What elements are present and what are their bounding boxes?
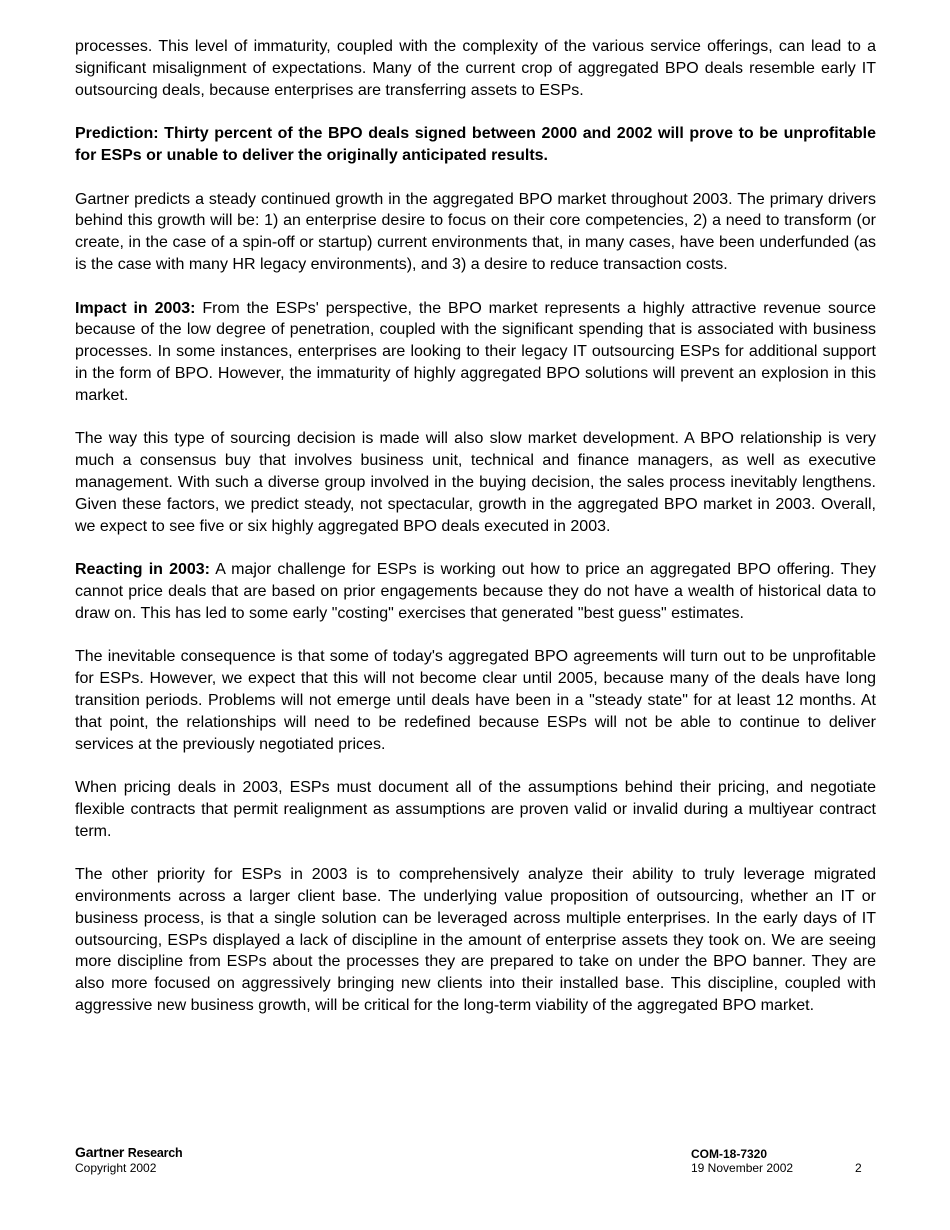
paragraph-text: The inevitable consequence is that some of today's aggregated BPO agreements will turn out to be unprofitable for ESPs. However, we expect that this will not become clear until 2005, because many of the deals have long transition periods. Problems will not emerge until deals have been in a "steady state" for at least 12 months. At that point, the relationships will need to be redefined because ESPs will not be able to continue to deliver services at the previously negotiated prices. <box>75 648 876 753</box>
impact-paragraph <box>75 298 876 407</box>
brand-sub: Research <box>127 1146 183 1160</box>
document-body <box>75 36 876 1039</box>
footer-doc-info <box>691 1147 793 1175</box>
paragraph-text: A major challenge for ESPs is working out how to price an aggregated BPO offering. They cannot price deals that are based on prior engagements because they do not have a wealth of historical data to draw on. This has led to some early "costing" exercises that generated "best guess" estimates. <box>75 561 876 622</box>
paragraph <box>75 189 876 276</box>
prediction-paragraph <box>75 123 876 167</box>
paragraph <box>75 428 876 537</box>
paragraph-text: When pricing deals in 2003, ESPs must document all of the assumptions behind their pricing, and negotiate flexible contracts that permit realignment as assumptions are proven valid or invalid during a multiyear contract term. <box>75 779 876 840</box>
paragraph-text: From the ESPs' perspective, the BPO market represents a highly attractive revenue source because of the low degree of penetration, coupled with the significant spending that is associated with business processes. In some instances, enterprises are looking to their legacy IT outsourcing ESPs for additional support in the form of BPO. However, the immaturity of highly aggregated BPO solutions will prevent an explosion in this market. <box>75 299 876 404</box>
document-date: 19 November 2002 <box>691 1161 794 1175</box>
paragraph-lead: Impact in 2003: <box>75 299 196 317</box>
footer-publisher <box>75 1144 182 1175</box>
paragraph-text: Gartner predicts a steady continued growth in the aggregated BPO market throughout 2003. The primary drivers behind this growth will be: 1) an enterprise desire to focus on their core competencies, 2) a need to transform (or create, in the case of a spin-off or startup) current environments that, in many cases, have been underfunded (as is the case with many HR legacy environments), and 3) a desire to reduce transaction costs. <box>75 190 876 273</box>
brand-name: Gartner <box>75 1144 125 1160</box>
paragraph <box>75 777 876 842</box>
paragraph <box>75 646 876 755</box>
paragraph <box>75 36 876 101</box>
page-number: 2 <box>855 1161 862 1175</box>
document-id: COM-18-7320 <box>691 1147 768 1161</box>
paragraph-text: processes. This level of immaturity, coupled with the complexity of the various service offerings, can lead to a significant misalignment of expectations. Many of the current crop of aggregated BPO deals resemble early IT outsourcing deals, because enterprises are transferring assets to ESPs. <box>75 38 876 99</box>
paragraph-lead: Reacting in 2003: <box>75 561 210 579</box>
paragraph-text: The way this type of sourcing decision is made will also slow market development. A BPO relationship is very much a consensus buy that involves business unit, technical and finance managers, as well as executive management. With such a diverse group involved in the buying decision, the sales process inevitably lengthens. Given these factors, we predict steady, not spectacular, growth in the aggregated BPO market in 2003. Overall, we expect to see five or six highly aggregated BPO deals executed in 2003. <box>75 430 876 535</box>
paragraph-text: The other priority for ESPs in 2003 is to comprehensively analyze their ability to truly leverage migrated environments across a larger client base. The underlying value proposition of outsourcing, whether an IT or business process, is that a single solution can be leveraged across multiple enterprises. In the early days of IT outsourcing, ESPs displayed a lack of discipline in the amount of enterprise assets they took on. We are seeing more discipline from ESPs about the processes they are prepared to take on under the BPO banner. They are also more focused on aggressively bringing new clients into their installed base. This discipline, coupled with aggressive new business growth, will be critical for the long-term viability of the aggregated BPO market. <box>75 866 876 1015</box>
paragraph <box>75 864 876 1017</box>
copyright: Copyright 2002 <box>75 1161 157 1175</box>
gartner-research-logo <box>75 1144 182 1161</box>
paragraph-text: Prediction: Thirty percent of the BPO deals signed between 2000 and 2002 will prove to be unprofitable for ESPs or unable to deliver the originally anticipated results. <box>75 125 876 164</box>
reacting-paragraph <box>75 559 876 624</box>
